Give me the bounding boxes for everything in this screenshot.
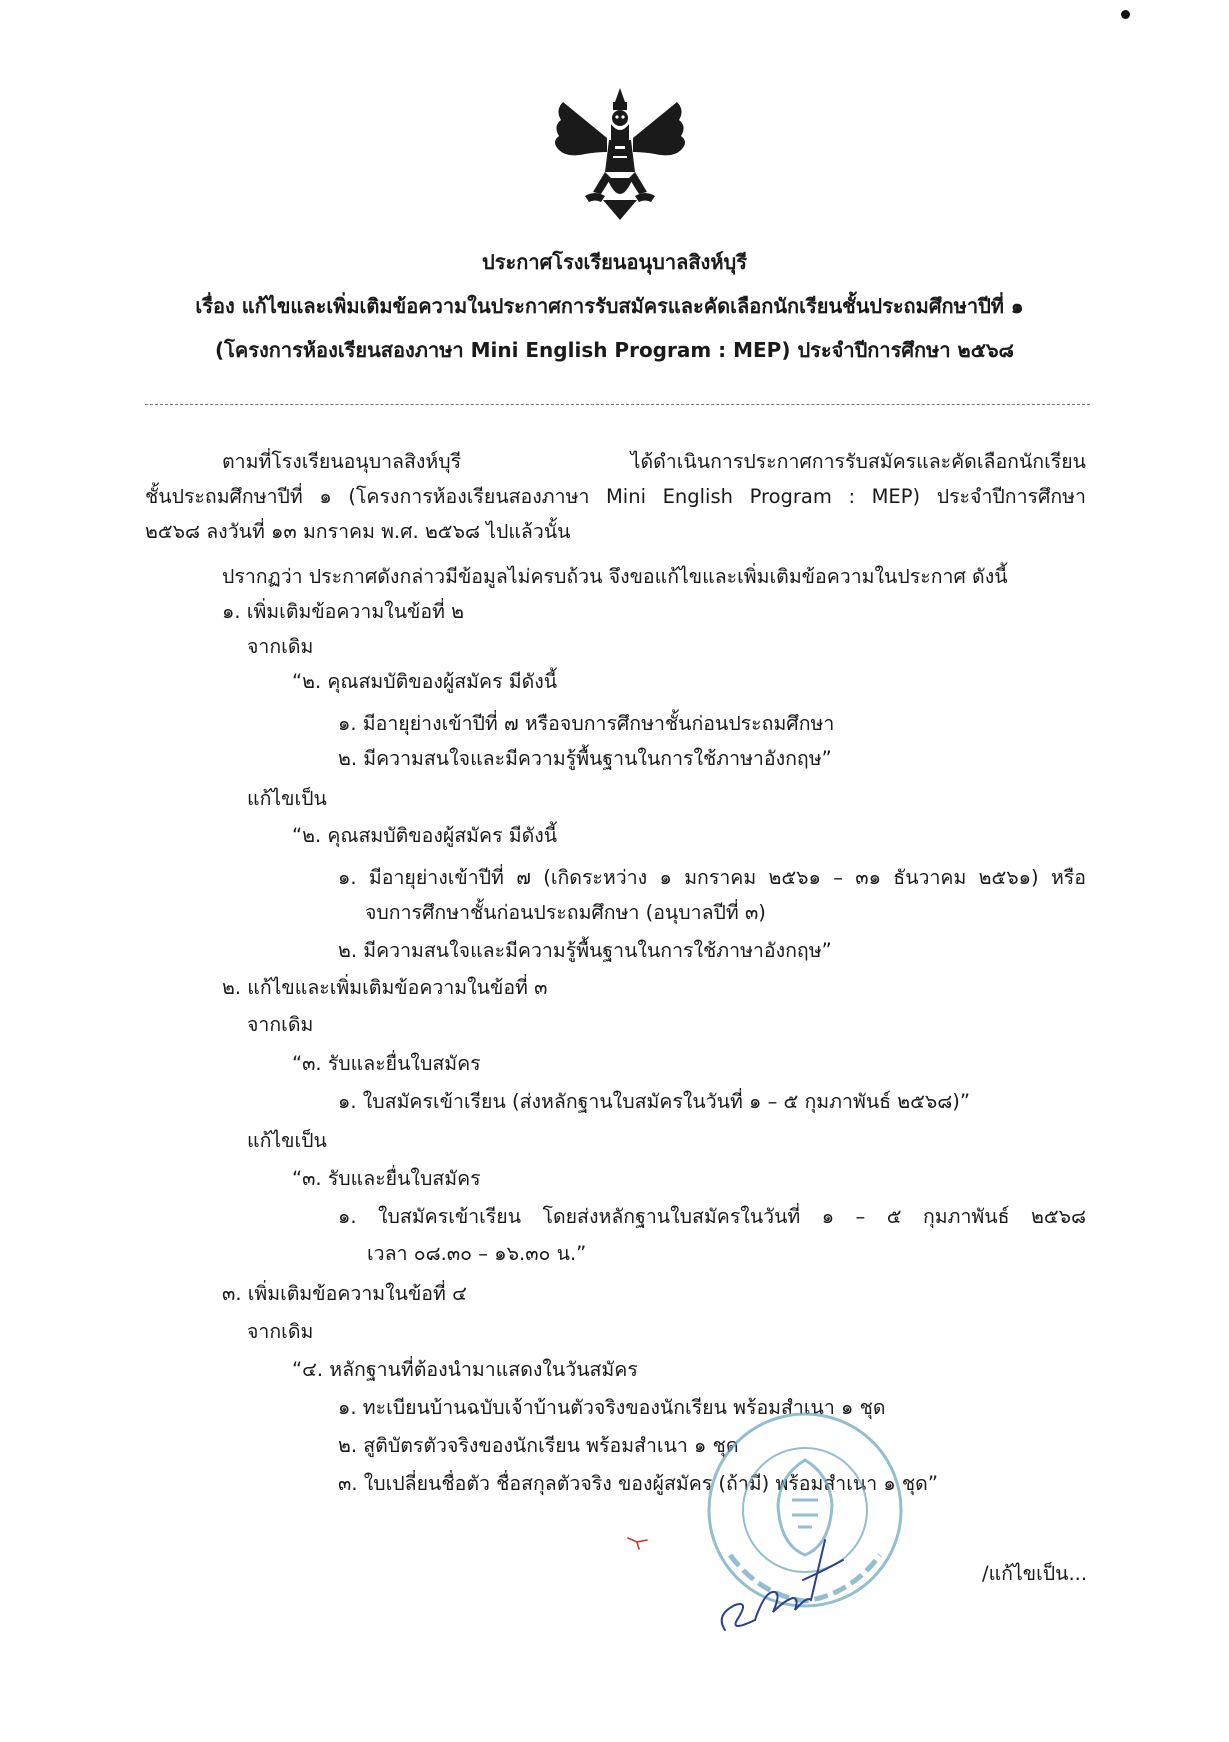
garuda-emblem-icon <box>545 80 695 220</box>
section-2-to-item-1b: เวลา ๐๘.๓๐ – ๑๖.๓๐ น.” <box>367 1242 587 1265</box>
ink-dot <box>1121 10 1130 19</box>
section-3-from-heading: “๔. หลักฐานที่ต้องนำมาแสดงในวันสมัคร <box>292 1358 638 1381</box>
section-2-from-label: จากเดิม <box>247 1013 314 1036</box>
section-3-from-label: จากเดิม <box>247 1320 314 1343</box>
announcement-title: ประกาศโรงเรียนอนุบาลสิงห์บุรี <box>482 250 747 274</box>
section-1-from-label: จากเดิม <box>247 635 314 658</box>
section-1-to-item-2: ๒. มีความสนใจและมีความรู้พื้นฐานในการใช้ภาษาอังกฤษ” <box>338 939 832 962</box>
section-1-from-item-1: ๑. มีอายุย่างเข้าปีที่ ๗ หรือจบการศึกษาชั้นก่อนประถมศึกษา <box>338 712 835 735</box>
section-2-heading: ๒. แก้ไขและเพิ่มเติมข้อความในข้อที่ ๓ <box>222 976 548 999</box>
section-2-to-item-1a: ๑. ใบสมัครเข้าเรียน โดยส่งหลักฐานใบสมัครในวันที่ ๑ – ๕ กุมภาพันธ์ ๒๕๖๘ <box>338 1205 1086 1228</box>
section-2-to-label: แก้ไขเป็น <box>247 1129 327 1152</box>
section-2-to-heading: “๓. รับและยื่นใบสมัคร <box>292 1167 481 1190</box>
red-check-mark <box>627 1536 649 1550</box>
header-divider <box>145 404 1090 405</box>
section-2-from-heading: “๓. รับและยื่นใบสมัคร <box>292 1052 481 1075</box>
intro-line-4: ปรากฏว่า ประกาศดังกล่าวมีข้อมูลไม่ครบถ้วน จึงขอแก้ไขและเพิ่มเติมข้อความในประกาศ ดังนี้ <box>222 565 1008 588</box>
section-1-to-item-1a: ๑. มีอายุย่างเข้าปีที่ ๗ (เกิดระหว่าง ๑ มกราคม ๒๕๖๑ – ๓๑ ธันวาคม ๒๕๖๑) หรือ <box>338 866 1086 889</box>
section-1-heading: ๑. เพิ่มเติมข้อความในข้อที่ ๒ <box>222 600 464 623</box>
section-3-from-item-2: ๒. สูติบัตรตัวจริงของนักเรียน พร้อมสำเนา ๑ ชุด <box>338 1434 739 1457</box>
signature <box>715 1520 855 1640</box>
section-3-heading: ๓. เพิ่มเติมข้อความในข้อที่ ๔ <box>222 1282 467 1305</box>
section-1-to-item-1b: จบการศึกษาชั้นก่อนประถมศึกษา (อนุบาลปีที่ ๓) <box>365 901 766 924</box>
intro-line-2: ชั้นประถมศึกษาปีที่ ๑ (โครงการห้องเรียนสองภาษา Mini English Program : MEP) ประจำปีการศึกษา <box>145 485 1086 508</box>
intro-line-1: ตามที่โรงเรียนอนุบาลสิงห์บุรี ได้ดำเนินการประกาศการรับสมัครและคัดเลือกนักเรียน <box>222 450 1086 473</box>
continued-marker: /แก้ไขเป็น... <box>982 1562 1088 1585</box>
section-1-from-heading: “๒. คุณสมบัติของผู้สมัคร มีดังนี้ <box>292 670 558 693</box>
announcement-program: (โครงการห้องเรียนสองภาษา Mini English Program : MEP) ประจำปีการศึกษา ๒๕๖๘ <box>215 338 1014 362</box>
section-2-from-item-1: ๑. ใบสมัครเข้าเรียน (ส่งหลักฐานใบสมัครในวันที่ ๑ – ๕ กุมภาพันธ์ ๒๕๖๘)” <box>338 1090 970 1113</box>
section-1-to-label: แก้ไขเป็น <box>247 787 327 810</box>
section-1-from-item-2: ๒. มีความสนใจและมีความรู้พื้นฐานในการใช้ภาษาอังกฤษ” <box>338 747 832 770</box>
intro-line-3: ๒๕๖๘ ลงวันที่ ๑๓ มกราคม พ.ศ. ๒๕๖๘ ไปแล้วนั้น <box>145 520 571 543</box>
section-1-to-heading: “๒. คุณสมบัติของผู้สมัคร มีดังนี้ <box>292 824 558 847</box>
section-3-from-item-3: ๓. ใบเปลี่ยนชื่อตัว ชื่อสกุลตัวจริง ของผู้สมัคร (ถ้ามี) พร้อมสำเนา ๑ ชุด” <box>338 1472 938 1495</box>
announcement-subject: เรื่อง แก้ไขและเพิ่มเติมข้อความในประกาศการรับสมัครและคัดเลือกนักเรียนชั้นประถมศึกษาปีที่ ๑ <box>195 294 1024 318</box>
section-3-from-item-1: ๑. ทะเบียนบ้านฉบับเจ้าบ้านตัวจริงของนักเรียน พร้อมสำเนา ๑ ชุด <box>338 1396 886 1419</box>
